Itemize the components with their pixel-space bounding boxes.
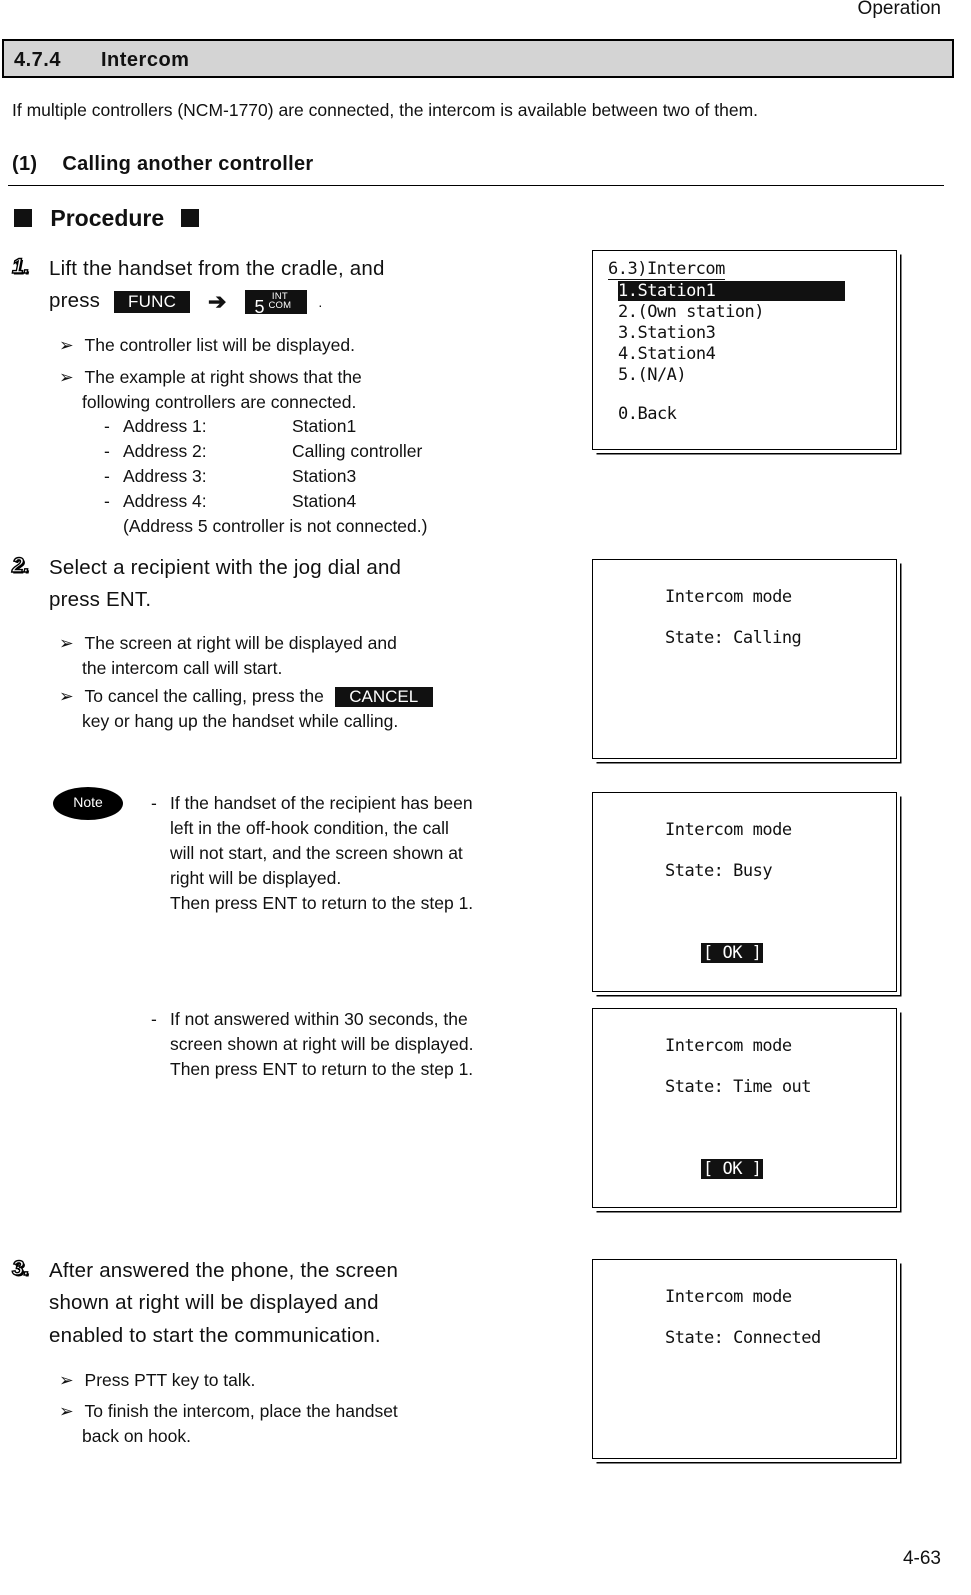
note-line: If the handset of the recipient has been bbox=[170, 793, 473, 813]
step1-period: . bbox=[318, 294, 323, 310]
address-label: Address 2: bbox=[123, 441, 207, 461]
section-bar bbox=[2, 39, 954, 78]
step3-bullet1 bbox=[59, 1368, 255, 1393]
arrow-bullet-icon: ➢ bbox=[59, 335, 74, 355]
bullet-text: Press PTT key to talk. bbox=[84, 1370, 256, 1390]
menu-item: 4.Station4 bbox=[618, 344, 716, 364]
address-row-3: - Address 3: Station3 bbox=[104, 464, 110, 489]
right-arrow-icon: ➔ bbox=[207, 288, 227, 314]
address-label: Address 3: bbox=[123, 466, 207, 486]
square-bullet-icon bbox=[181, 209, 199, 227]
address-label: Address 1: bbox=[123, 416, 207, 436]
arrow-bullet-icon: ➢ bbox=[59, 686, 74, 706]
bullet-text: To cancel the calling, press the bbox=[84, 686, 324, 706]
procedure-heading bbox=[14, 205, 199, 232]
note-line: will not start, and the screen shown at bbox=[170, 843, 463, 863]
step1-bullet1 bbox=[59, 333, 355, 358]
intro-text: If multiple controllers (NCM-1770) are connected, the intercom is available between two of them. bbox=[12, 100, 759, 120]
address-row-2: - Address 2: Calling controller bbox=[104, 439, 110, 464]
note-line: If not answered within 30 seconds, the bbox=[170, 1009, 468, 1029]
note-line: Then press ENT to return to the step 1. bbox=[170, 893, 474, 913]
address-note: (Address 5 controller is not connected.) bbox=[123, 516, 428, 536]
step3-line1: After answered the phone, the screen bbox=[49, 1259, 399, 1282]
step3-bullet2-cont: back on hook. bbox=[82, 1426, 191, 1446]
screen-state: State: Calling bbox=[665, 628, 802, 648]
menu-item: 3.Station3 bbox=[618, 323, 716, 343]
key-subscript bbox=[269, 292, 292, 311]
section-title: Intercom bbox=[101, 49, 190, 71]
arrow-bullet-icon: ➢ bbox=[59, 1370, 74, 1390]
ok-button: [ OK ] bbox=[703, 943, 762, 963]
bullet-text: The controller list will be displayed. bbox=[84, 335, 355, 355]
note-line: screen shown at right will be displayed. bbox=[170, 1034, 474, 1054]
screen-state: State: Busy bbox=[665, 861, 773, 881]
address-value: Calling controller bbox=[292, 441, 423, 461]
screen-busy bbox=[592, 792, 897, 992]
note-item-1: - If the handset of the recipient has been left in the off-hook condition, the call will not start, and the screen shown at right will be displayed. Then press ENT to return to the step 1. bbox=[151, 791, 157, 816]
cancel-key: CANCEL bbox=[335, 687, 433, 707]
arrow-bullet-icon: ➢ bbox=[59, 1401, 74, 1421]
screen-state: State: Time out bbox=[665, 1077, 812, 1097]
screen-mode: Intercom mode bbox=[665, 1036, 792, 1056]
step1-bullet2-cont: following controllers are connected. bbox=[82, 392, 357, 412]
menu-item: 5.(N/A) bbox=[618, 365, 687, 385]
arrow-bullet-icon: ➢ bbox=[59, 633, 74, 653]
step2-line1: Select a recipient with the jog dial and bbox=[49, 556, 402, 579]
address-value: Station3 bbox=[292, 466, 357, 486]
note-line: right will be displayed. bbox=[170, 868, 342, 888]
note-item-2: - If not answered within 30 seconds, the screen shown at right will be displayed. Then press ENT to return to the step 1. bbox=[151, 1007, 157, 1032]
step-number-3: 3. bbox=[12, 1257, 30, 1280]
address-row-1: - Address 1: Station1 bbox=[104, 414, 110, 439]
square-bullet-icon bbox=[14, 209, 32, 227]
ok-button: [ OK ] bbox=[703, 1159, 762, 1179]
step2-bullet2-cont: key or hang up the handset while calling. bbox=[82, 711, 399, 731]
step1-line1: Lift the handset from the cradle, and bbox=[49, 257, 385, 280]
step3-line3: enabled to start the communication. bbox=[49, 1324, 381, 1347]
address-label: Address 4: bbox=[123, 491, 207, 511]
subsection-rule bbox=[8, 185, 944, 186]
int-com-key bbox=[245, 290, 307, 317]
step1-bullet2 bbox=[59, 365, 362, 390]
step3-line2: shown at right will be displayed and bbox=[49, 1291, 379, 1314]
screen-mode: Intercom mode bbox=[665, 820, 792, 840]
subsection-title: Calling another controller bbox=[62, 153, 314, 175]
menu-title: 6.3)Intercom bbox=[608, 259, 725, 279]
menu-item-selected: 1.Station1 bbox=[618, 281, 845, 301]
arrow-bullet-icon: ➢ bbox=[59, 367, 74, 387]
procedure-label: Procedure bbox=[50, 205, 165, 231]
menu-back: 0.Back bbox=[618, 404, 677, 424]
key-digit: 5 bbox=[254, 296, 265, 317]
address-value: Station1 bbox=[292, 416, 357, 436]
address-value: Station4 bbox=[292, 491, 357, 511]
key-int-label: INT bbox=[271, 290, 288, 302]
section-number: 4.7.4 bbox=[14, 49, 61, 71]
note-line: left in the off-hook condition, the call bbox=[170, 818, 449, 838]
step2-bullet1-cont: the intercom call will start. bbox=[82, 658, 283, 678]
screen-connected bbox=[592, 1259, 897, 1459]
step-number-1: 1. bbox=[12, 255, 30, 278]
step1-press: press bbox=[49, 289, 101, 312]
note-badge: Note bbox=[53, 787, 123, 820]
step2-bullet1 bbox=[59, 631, 397, 656]
bullet-text: The example at right shows that the bbox=[84, 367, 362, 387]
running-header: Operation bbox=[857, 0, 941, 19]
key-com-label: COM bbox=[268, 300, 292, 312]
step3-bullet2 bbox=[59, 1399, 398, 1424]
screen-intercom-menu bbox=[592, 250, 897, 450]
bullet-text: The screen at right will be displayed and bbox=[84, 633, 397, 653]
screen-mode: Intercom mode bbox=[665, 587, 792, 607]
note-line: Then press ENT to return to the step 1. bbox=[170, 1059, 474, 1079]
step2-bullet2 bbox=[59, 684, 433, 709]
step1-line2 bbox=[49, 285, 323, 318]
subsection-heading bbox=[12, 153, 314, 176]
subsection-number: (1) bbox=[12, 153, 38, 175]
step-number-2: 2. bbox=[12, 554, 30, 577]
address-row-4: - Address 4: Station4 bbox=[104, 489, 110, 514]
screen-timeout bbox=[592, 1008, 897, 1208]
screen-mode: Intercom mode bbox=[665, 1287, 792, 1307]
screen-calling bbox=[592, 559, 897, 759]
step2-line2: press ENT. bbox=[49, 588, 152, 611]
screen-state: State: Connected bbox=[665, 1328, 821, 1348]
page-number: 4-63 bbox=[902, 1548, 941, 1569]
func-key: FUNC bbox=[114, 291, 190, 313]
menu-item: 2.(Own station) bbox=[618, 302, 765, 322]
bullet-text: To finish the intercom, place the handset bbox=[84, 1401, 398, 1421]
